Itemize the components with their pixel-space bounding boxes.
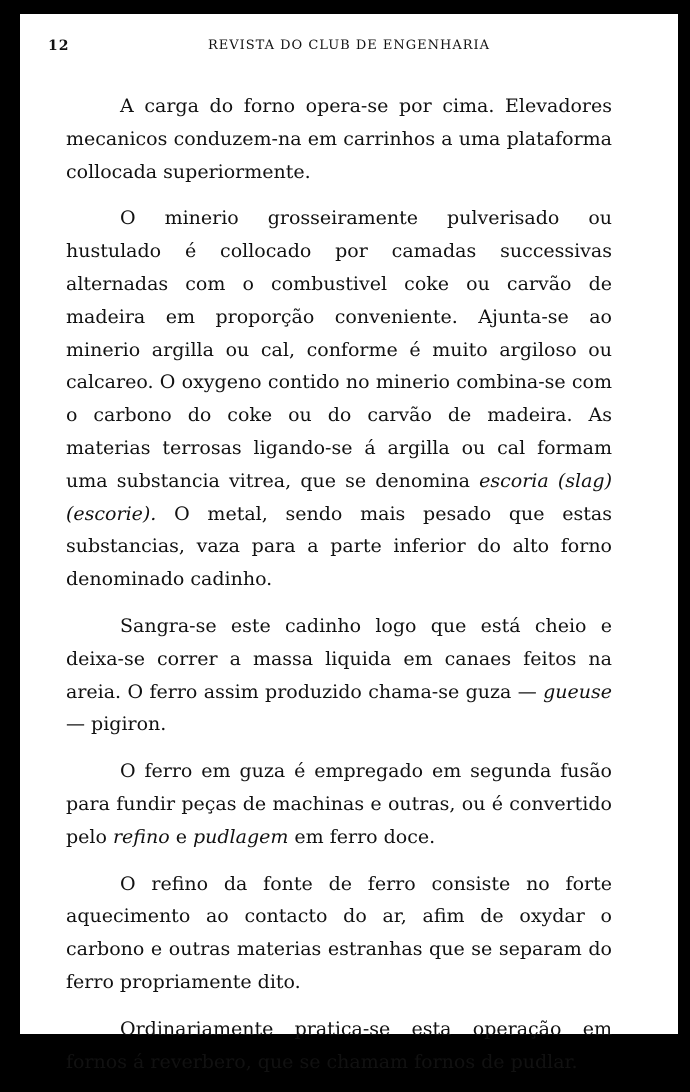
italic-term: refino (112, 825, 170, 848)
paragraph-5 (66, 868, 612, 999)
paragraph-3 (66, 610, 612, 741)
running-title: REVISTA DO CLUB DE ENGENHARIA (207, 38, 491, 53)
italic-term: gueuse (543, 680, 612, 703)
paragraph-text: em ferro doce. (288, 825, 436, 848)
paragraph-text: O refino da fonte de ferro consiste no forte aquecimento ao contacto do ar, afim de oxydar o carbono e outras materias estranhas que se separam do ferro propriamente dito. (66, 872, 612, 993)
paragraph-6 (66, 1013, 612, 1079)
paragraph-text: A carga do forno opera-se por cima. Elevadores mecanicos conduzem-na em carrinhos a uma plataforma collocada superiormente. (66, 95, 612, 183)
paragraph-text: O minerio grosseiramente pulverisado ou hustulado é collocado por camadas successivas alternadas com o combustivel coke ou carvão de madeira em proporção conveniente. Ajunta-se ao minerio argilla ou cal, conforme é muito argiloso ou calcareo. O oxygeno contido no minerio combina-se com o carbono do coke ou do carvão de madeira. As materias terrosas ligando-se á argilla ou cal formam uma substancia vitrea, que se denomina (66, 207, 612, 492)
page-number: 12 (48, 38, 70, 54)
paragraph-text: e (169, 825, 193, 848)
paragraph-1 (66, 90, 612, 188)
scanned-page (20, 14, 678, 1073)
paragraph-text: — pigiron. (66, 713, 167, 736)
paragraph-4 (66, 755, 612, 853)
page-header (20, 38, 678, 58)
italic-term: pudlagem (192, 825, 289, 848)
paragraph-text: O metal, sendo mais pesado que estas substancias, vaza para a parte inferior do alto forno denominado cadinho. (66, 502, 612, 591)
paragraph-text: Sangra-se este cadinho logo que está cheio e deixa-se correr a massa liquida em canaes feitos na areia. O ferro assim produzido chama-se guza — (66, 614, 612, 703)
paragraph-2 (66, 202, 612, 596)
paragraph-text: O ferro em guza é empregado em segunda fusão para fundir peças de machinas e outras, ou é convertido pelo (66, 760, 612, 848)
italic-term: escoria (slag) (escorie). (66, 469, 612, 525)
paragraph-text: Ordinariamente pratica-se esta operação em fornos á reverbero, que se chamam fornos de pudlar. (66, 1017, 612, 1073)
body-text (66, 90, 612, 1092)
